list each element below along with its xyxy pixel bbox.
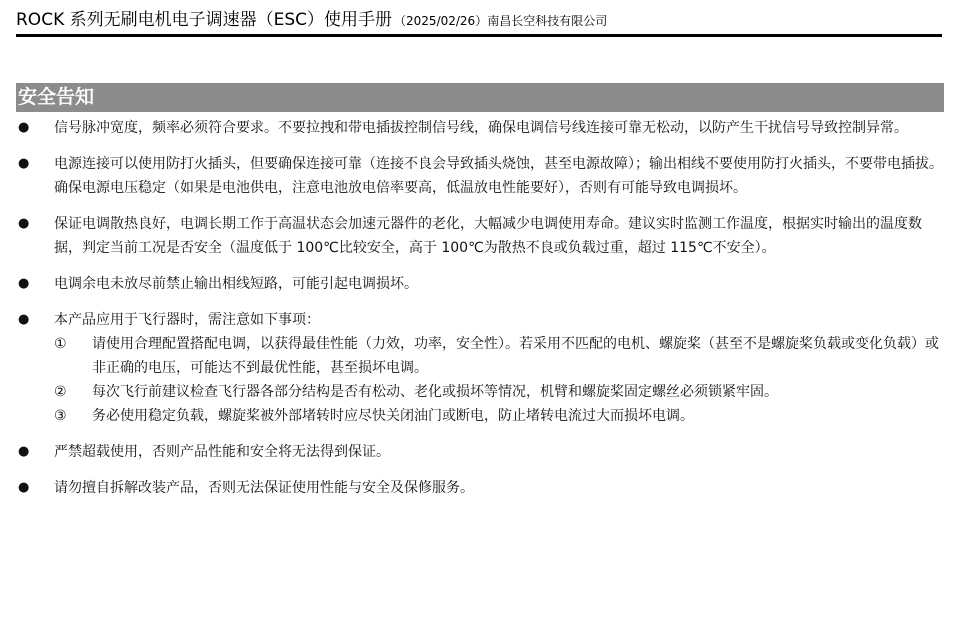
document-title: ROCK 系列无刷电机电子调速器（ESC）使用手册 xyxy=(16,10,393,30)
section-header-bar xyxy=(16,83,944,112)
sub-list-item-text: 务必使用稳定负载，螺旋桨被外部堵转时应尽快关闭油门或断电，防止堵转电流过大而损坏电调。 xyxy=(92,408,694,424)
list-item-text: 信号脉冲宽度，频率必须符合要求。不要拉拽和带电插拔控制信号线，确保电调信号线连接可靠无松动，以防产生干扰信号导致控制异常。 xyxy=(54,120,908,136)
list-item xyxy=(16,272,946,296)
document-subtitle: （2025/02/26）南昌长空科技有限公司 xyxy=(394,14,608,28)
sub-list xyxy=(54,332,946,428)
list-item xyxy=(16,152,946,200)
list-item xyxy=(16,212,946,260)
list-item-text: 电源连接可以使用防打火插头，但要确保连接可靠（连接不良会导致插头烧蚀，甚至电源故障）；输出相线不要使用防打火插头，不要带电插拔。确保电源电压稳定（如果是电池供电，注意电池放电倍率要高，低温放电性能要好），否则有可能导致电调损坏。 xyxy=(54,156,943,196)
circled-number-2: ② xyxy=(54,384,67,400)
bullet-icon: ● xyxy=(18,444,30,459)
sub-list-item-text: 请使用合理配置搭配电调，以获得最佳性能（力效，功率，安全性）。若采用不匹配的电机、螺旋桨（甚至不是螺旋桨负载或变化负载）或非正确的电压，可能达不到最优性能，甚至损坏电调。 xyxy=(92,336,939,376)
list-item xyxy=(16,440,946,464)
document-header xyxy=(16,6,942,37)
list-item-text: 本产品应用于飞行器时，需注意如下事项： xyxy=(54,312,320,328)
circled-number-1: ① xyxy=(54,336,67,352)
safety-notice-list xyxy=(16,116,946,500)
section-title: 安全告知 xyxy=(18,86,95,108)
bullet-icon: ● xyxy=(18,312,30,327)
bullet-icon: ● xyxy=(18,216,30,231)
bullet-icon: ● xyxy=(18,156,30,171)
list-item xyxy=(16,476,946,500)
list-item xyxy=(16,308,946,428)
sub-list-item xyxy=(54,380,946,404)
list-item xyxy=(16,116,946,140)
sub-list-item xyxy=(54,404,946,428)
sub-list-item xyxy=(54,332,946,380)
bullet-icon: ● xyxy=(18,276,30,291)
circled-number-3: ③ xyxy=(54,408,67,424)
list-item-text: 请勿擅自拆解改装产品，否则无法保证使用性能与安全及保修服务。 xyxy=(54,480,474,496)
list-item-text: 保证电调散热良好，电调长期工作于高温状态会加速元器件的老化，大幅减少电调使用寿命。建议实时监测工作温度，根据实时输出的温度数据，判定当前工况是否安全（温度低于 100℃比较安全，高于 100℃为散热不良或负载过重，超过 115℃不安全）。 xyxy=(54,216,922,256)
list-item-text: 严禁超载使用，否则产品性能和安全将无法得到保证。 xyxy=(54,444,390,460)
bullet-icon: ● xyxy=(18,480,30,495)
sub-list-item-text: 每次飞行前建议检查飞行器各部分结构是否有松动、老化或损坏等情况，机臂和螺旋桨固定螺丝必须锁紧牢固。 xyxy=(92,384,778,400)
bullet-icon: ● xyxy=(18,120,30,135)
list-item-text: 电调余电未放尽前禁止输出相线短路，可能引起电调损坏。 xyxy=(54,276,418,292)
